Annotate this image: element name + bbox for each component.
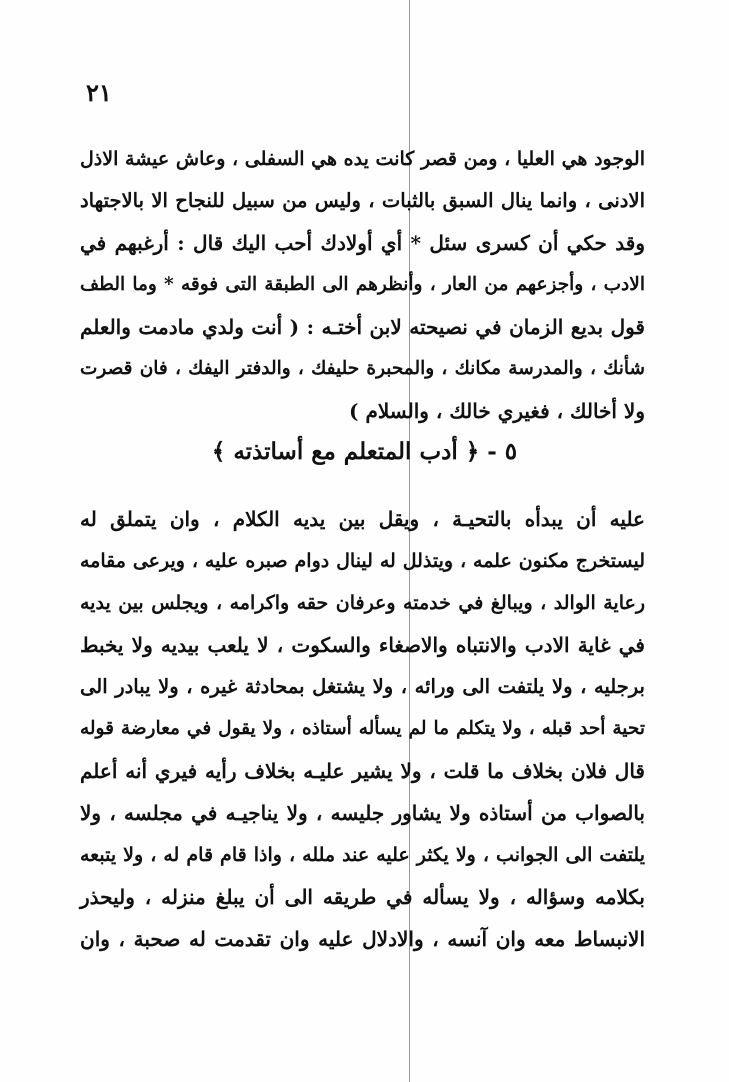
section-heading: ٥ - ﴿ أدب المتعلم مع أساتذته ﴾ bbox=[211, 438, 518, 465]
text-line: الادب ، وأجزعهم من العار ، وأنظرهم الى الطبقة التى فوقه * وما الطف bbox=[80, 274, 645, 295]
text-line: الادنى ، وانما ينال السبق بالثبات ، وليس من سبيل للنجاح الا بالاجتهاد bbox=[80, 189, 645, 212]
text-line: الوجود هي العليا ، ومن قصر كانت يده هي السفلى ، وعاش عيشة الاذل bbox=[80, 148, 645, 170]
text-line: عليه أن يبدأه بالتحيـة ، ويقل بين يديه الكلام ، وان يتملق له bbox=[80, 507, 645, 531]
text-line: الانبساط معه وان آنسه ، والادلال عليه وان تقدمت له صحبة ، وان bbox=[80, 927, 645, 951]
text-line: ليستخرج مكنون علمه ، ويتذلل له لينال دوام صبره عليه ، ويرعى مقامه bbox=[80, 550, 645, 572]
text-line: قال فلان بخلاف ما قلت ، ولا يشير عليـه بخلاف رأيه فيري أنه أعلم bbox=[80, 759, 645, 783]
text-line: ولا أخالك ، فغيري خالك ، والسلام ) bbox=[349, 399, 645, 423]
text-line: يلتفت الى الجوانب ، ولا يكثر عليه عند ملله ، واذا قام قام له ، ولا يتبعه bbox=[80, 844, 645, 866]
text-line: وقد حكي أن كسرى سئل * أي أولادك أحب اليك قال : أرغبهم في bbox=[80, 231, 645, 255]
text-line: شأنك ، والمدرسة مكانك ، والمحبرة حليفك ، والدفتر اليفك ، فان قصرت bbox=[80, 358, 645, 379]
paragraph-1 bbox=[80, 138, 645, 432]
text-line: بالصواب من أستاذه ولا يشاور جليسه ، ولا يناجيـه في مجلسه ، ولا bbox=[80, 801, 645, 825]
text-line: قول بديع الزمان في نصيحته لابن أختـه : ( أنت ولدي مادمت والعلم bbox=[80, 315, 645, 339]
text-line: تحية أحد قبله ، ولا يتكلم ما لم يسأله أستاذه ، ولا يقول في معارضة قوله bbox=[80, 718, 645, 739]
paragraph-2 bbox=[80, 498, 645, 960]
text-line: في غاية الادب والانتباه والاصغاء والسكوت ، لا يلعب بيديه ولا يخبط bbox=[80, 633, 645, 657]
text-line: برجليه ، ولا يلتفت الى ورائه ، ولا يشتغل بمحادثة غيره ، ولا يبادر الى bbox=[80, 675, 645, 698]
text-line: بكلامه وسؤاله ، ولا يسأله في طريقه الى أن يبلغ منزله ، وليحذر bbox=[80, 885, 645, 909]
page-number: ٢١ bbox=[86, 78, 112, 107]
text-line: رعاية الوالد ، ويبالغ في خدمته وعرفان حقه واكرامه ، ويجلس بين يديه bbox=[80, 592, 645, 614]
